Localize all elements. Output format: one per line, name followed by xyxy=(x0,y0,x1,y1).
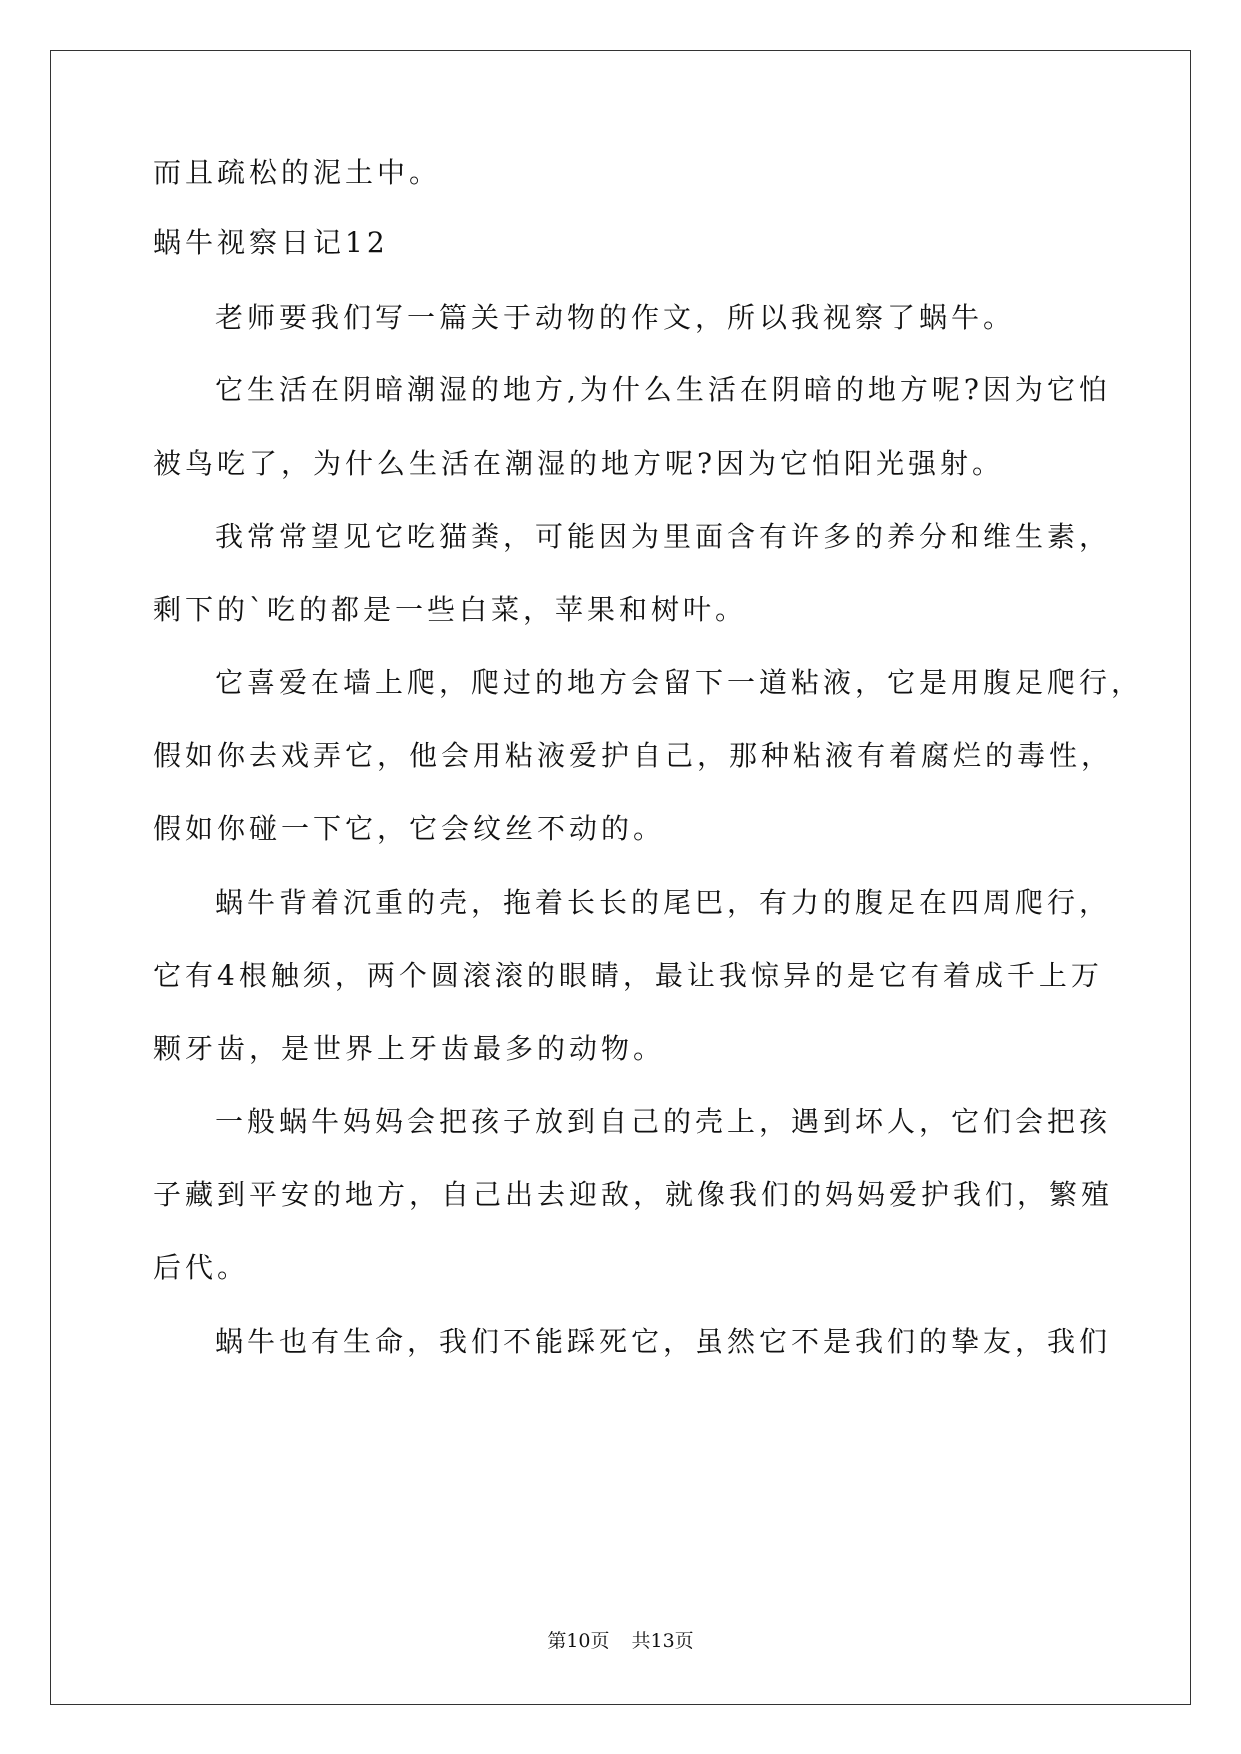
paragraph-line: 假如你去戏弄它，他会用粘液爱护自己，那种粘液有着腐烂的毒性， xyxy=(153,739,1114,772)
paragraph-line: 剩下的`吃的都是一些白菜，苹果和树叶。 xyxy=(153,593,748,626)
paragraph-line: 假如你碰一下它，它会纹丝不动的。 xyxy=(153,812,666,845)
paragraph-line: 一般蜗牛妈妈会把孩子放到自己的壳上，遇到坏人，它们会把孩 xyxy=(215,1105,1112,1138)
page-border xyxy=(50,50,1191,1705)
paragraph-line: 蜗牛也有生命，我们不能踩死它，虽然它不是我们的挚友，我们 xyxy=(215,1325,1112,1358)
paragraph-line: 它有4根触须，两个圆滚滚的眼睛，最让我惊异的是它有着成千上万 xyxy=(153,959,1103,992)
section-heading: 蜗牛视察日记12 xyxy=(153,226,389,259)
paragraph-line: 被鸟吃了，为什么生活在潮湿的地方呢?因为它怕阳光强射。 xyxy=(153,447,1005,480)
paragraph-line: 我常常望见它吃猫粪，可能因为里面含有许多的养分和维生素， xyxy=(215,520,1112,553)
page-footer xyxy=(0,1626,1241,1653)
paragraph-line: 它喜爱在墙上爬，爬过的地方会留下一道粘液，它是用腹足爬行， xyxy=(215,666,1144,699)
paragraph-line: 后代。 xyxy=(153,1251,250,1284)
paragraph-line: 它生活在阴暗潮湿的地方,为什么生活在阴暗的地方呢?因为它怕 xyxy=(215,373,1111,406)
paragraph-line: 颗牙齿，是世界上牙齿最多的动物。 xyxy=(153,1032,666,1065)
paragraph-line: 老师要我们写一篇关于动物的作文，所以我视察了蜗牛。 xyxy=(215,301,1016,334)
page-total: 共13页 xyxy=(631,1630,694,1652)
paragraph-line: 蜗牛背着沉重的壳，拖着长长的尾巴，有力的腹足在四周爬行， xyxy=(215,886,1112,919)
page-number: 第10页 xyxy=(547,1630,610,1652)
paragraph-line: 子藏到平安的地方，自己出去迎敌，就像我们的妈妈爱护我们，繁殖 xyxy=(153,1178,1114,1211)
text-line: 而且疏松的泥土中。 xyxy=(153,156,442,189)
